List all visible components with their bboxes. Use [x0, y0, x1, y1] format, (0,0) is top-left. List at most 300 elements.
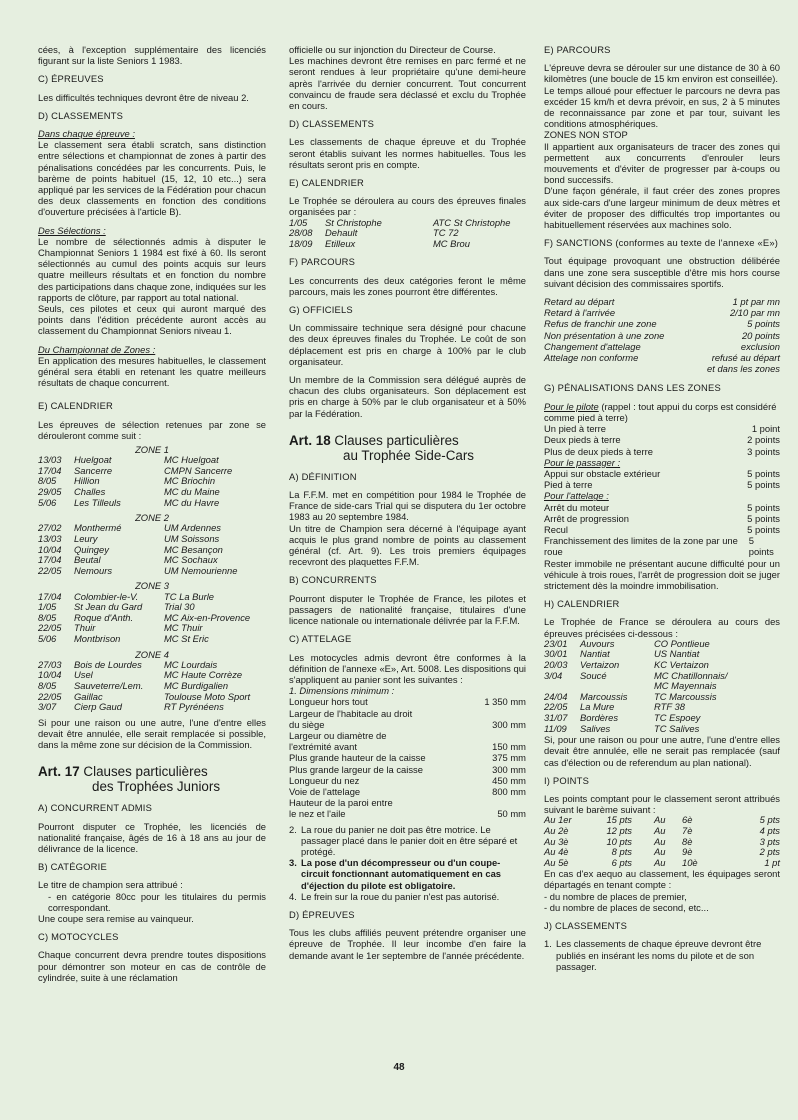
- column-2: [289, 44, 526, 968]
- table-cell: Etilleux: [325, 237, 356, 249]
- table-cell: St Christophe: [325, 216, 382, 228]
- paragraph: Seuls, ces pilotes et ceux qui auront marqué des points dans l'édition précédente auront accès au classement du Championnat Seniors niveau 1.: [38, 303, 266, 337]
- rule-text: Le frein sur la roue du panier n'est pas autorisé.: [301, 890, 500, 902]
- paragraph: Chaque concurrent devra prendre toutes dispositions pour démontrer son moteur en cas de contrôle de cylindrée, suite à une réclamation: [38, 949, 266, 983]
- paragraph: - du nombre de places de premier,: [544, 890, 687, 902]
- section-heading: G) PÉNALISATIONS DANS LES ZONES: [544, 382, 721, 394]
- list-row: [544, 330, 780, 341]
- paragraph: Les points comptant pour le classement seront attribués suivant le barème suivant :: [544, 792, 780, 816]
- section-heading: A) DÉFINITION: [289, 470, 357, 482]
- table-cell: Usel: [74, 669, 93, 681]
- table-row: [544, 639, 727, 650]
- dimension-row: [289, 786, 526, 797]
- section-heading: B) CONCURRENTS: [289, 574, 377, 586]
- dimension-value: 1 350 mm: [484, 696, 526, 708]
- row-label: Non présentation à une zone: [544, 329, 665, 341]
- rule-item: 4. Le frein sur la roue du panier n'est pas autorisé.: [289, 890, 500, 902]
- row-label: Pied à terre: [544, 479, 593, 491]
- rank-prefix: Au: [654, 835, 666, 847]
- article-number: Art. 17: [38, 764, 80, 780]
- table-cell: UM Nemourienne: [164, 564, 238, 576]
- paragraph: En cas d'ex aequo au classement, les équipages seront départagés en tenant compte :: [544, 868, 780, 891]
- penalty-list-passenger: [544, 468, 780, 490]
- table-cell: 18/09: [289, 237, 313, 249]
- section-heading: D) CLASSEMENTS: [289, 118, 375, 130]
- article-title-line2: des Trophées Juniors: [92, 779, 221, 795]
- zone-schedules: [38, 444, 266, 713]
- points-value: 2 pts: [759, 846, 780, 858]
- table-cell: 27/02: [38, 522, 62, 534]
- dimension-row: [289, 775, 526, 786]
- table-cell: 22/05: [38, 564, 62, 576]
- table-cell: MC du Maine: [164, 486, 220, 498]
- paragraph: L'épreuve devra se dérouler sur une distance de 30 à 60 kilomètres (une boucle de 15 km environ est conseillée).: [544, 62, 780, 85]
- paragraph: Pourront disputer ce Trophée, les licenciés de nationalité française, âgés de 16 à 18 ans au jour de délivrance de la licence.: [38, 820, 266, 854]
- table-row: [38, 634, 250, 645]
- penalty-list-pilot: [544, 423, 780, 457]
- table-cell: Huelgoat: [74, 454, 112, 466]
- dimension-value: 375 mm: [492, 752, 526, 764]
- rule-text: La pose d'un décompresseur ou d'un coupe-circuit fonctionnant automatiquement en cas d'éjection du pilote est obligatoire.: [301, 857, 502, 891]
- row-value: 5 points: [747, 523, 780, 535]
- rank: Au 3è: [544, 835, 569, 847]
- paragraph: Un titre de Champion sera décerné à l'équipage ayant acquis le plus grand nombre de points au classement général (cf. Art. 9). Les trois premiers équipages recevront des plaquettes F.F.M.: [289, 522, 526, 568]
- points-value: 6 pts: [611, 856, 632, 868]
- spacer: [572, 858, 598, 869]
- spacer: [632, 847, 654, 858]
- list-row: [544, 524, 780, 535]
- table-cell: Dehault: [325, 227, 358, 239]
- paragraph: Les difficultés techniques devront être de niveau 2.: [38, 91, 249, 103]
- row-label: Arrêt de progression: [544, 512, 629, 524]
- table-cell: Toulouse Moto Sport: [164, 690, 251, 702]
- list-row: [544, 479, 780, 490]
- list-row: [544, 434, 780, 445]
- table-cell: US Nantiat: [654, 648, 700, 660]
- table-cell: MC Huelgoat: [164, 454, 219, 466]
- table-cell: 20/03: [544, 658, 568, 670]
- rank-prefix: Au: [654, 846, 666, 858]
- paragraph: Le Trophée de France se déroulera au cours des épreuves précisées ci-dessous :: [544, 616, 780, 639]
- spacer: [572, 847, 598, 858]
- table-cell: CMPN Sancerre: [164, 464, 233, 476]
- table-cell: UM Ardennes: [164, 522, 221, 534]
- rule-text: Les classements de chaque épreuve devront être publiés en insérant les noms du pilote et de son passager.: [556, 938, 762, 972]
- table-cell: CO Pontlieue: [654, 637, 710, 649]
- subheading: Dans chaque épreuve :: [38, 128, 135, 140]
- list-row: [544, 318, 780, 329]
- list-row: [544, 307, 780, 318]
- table-cell: MC Aix-en-Provence: [164, 611, 251, 623]
- table-cell: 5/06: [38, 633, 57, 645]
- rank: 7è: [682, 824, 693, 836]
- dimension-row: [289, 797, 526, 808]
- dimension-row: [289, 708, 526, 719]
- dimension-row: [289, 730, 526, 741]
- article-17-heading: [38, 764, 266, 794]
- row-value: 1 point: [751, 423, 780, 435]
- table-cell: Salives: [580, 722, 611, 734]
- table-cell: Trial 30: [164, 601, 195, 613]
- table-cell: MC Lourdais: [164, 658, 218, 670]
- points-value: 12 pts: [606, 824, 632, 836]
- row-label: Refus de franchir une zone: [544, 318, 657, 330]
- table-cell: 17/04: [38, 464, 62, 476]
- table-cell: UM Soissons: [164, 533, 220, 545]
- table-cell: MC Besançon: [164, 543, 223, 555]
- table-cell: 23/01: [544, 637, 568, 649]
- section-heading: C) ÉPREUVES: [38, 73, 104, 85]
- row-value: 5 points: [747, 512, 780, 524]
- table-cell: 1/05: [38, 601, 57, 613]
- paragraph: (rappel : tout appui du corps est considéré comme pied à terre): [544, 400, 777, 423]
- points-value: 3 pts: [759, 835, 780, 847]
- paragraph: Il appartient aux organisateurs de tracer des zones qui permettent aux concurrents d'enrouler leurs mouvements et d'éviter de progresser par à-coups ou bond successifs.: [544, 140, 780, 186]
- table-cell: MC Haute Corrèze: [164, 669, 243, 681]
- paragraph: Si, pour une raison ou pour une autre, l'une d'entre elles devait être annulée, elle ne serait pas remplacée (sauf cas d'élection ou de referendum au plan national).: [544, 734, 780, 768]
- row-value: 20 points: [741, 329, 780, 341]
- dimension-label: le nez et l'aile: [289, 808, 346, 820]
- zone-title: ZONE 1: [135, 444, 169, 456]
- row-value: 2/10 par mn: [729, 307, 780, 319]
- dimension-value: 300 mm: [492, 763, 526, 775]
- table-cell: 8/05: [38, 475, 57, 487]
- article-title: Clauses particulières: [334, 432, 459, 448]
- table-cell: Leury: [74, 533, 98, 545]
- rank: Au 1er: [544, 814, 572, 826]
- row-label: Changement d'attelage: [544, 340, 641, 352]
- table-cell: Bois de Lourdes: [74, 658, 142, 670]
- table-cell: MC Chatillonnais/: [654, 669, 728, 681]
- calendar-table: [289, 218, 510, 250]
- section-heading: J) CLASSEMENTS: [544, 920, 628, 932]
- paragraph: Un membre de la Commission sera délégué auprès de chacun des clubs organisateurs. Son déplacement est pris en charge à 50% par le club organisateur et à 50% par la Fédération.: [289, 374, 526, 419]
- paragraph: Le classement sera établi scratch, sans distinction entre sélections et championnat de zones à partir des pénalisations concédées par les concurrents. Puis, le barème de points habituel (15, 12, 10 etc...) sera appliqué par les services de la Fédération pour chacun des deux classements en fonction des conditions d'ouverture précisées à l'article B).: [38, 139, 266, 218]
- table-cell: Sauveterre/Lem.: [74, 680, 144, 691]
- section-heading: C) MOTOCYCLES: [38, 931, 119, 943]
- list-row: [544, 535, 780, 557]
- row-value: 5 points: [747, 479, 780, 491]
- table-cell: 10/04: [38, 543, 62, 555]
- table-row: [544, 660, 727, 671]
- table-cell: Quingey: [74, 543, 109, 555]
- section-heading: B) CATÉGORIE: [38, 861, 107, 873]
- points-value: 8 pts: [611, 846, 632, 858]
- rank-prefix: Au: [654, 856, 666, 868]
- section-heading: E) CALENDRIER: [289, 177, 365, 189]
- table-cell: 13/03: [38, 454, 62, 466]
- table-cell: Gaillac: [74, 690, 103, 702]
- table-cell: 22/05: [544, 701, 568, 713]
- paragraph: Tout équipage provoquant une obstruction délibérée dans une zone sera susceptible d'être mis hors course suivant décision des commissaires sportifs.: [544, 255, 780, 289]
- pilot-line: [544, 401, 780, 423]
- section-heading: C) ATTELAGE: [289, 633, 352, 645]
- table-cell: Challes: [74, 486, 106, 498]
- dimension-value: 450 mm: [492, 774, 526, 786]
- dimension-value: 300 mm: [492, 718, 526, 730]
- paragraph: Les machines devront être remises en parc fermé et ne seront rendues à leur propriétaire qu'une demi-heure après l'arrivée du dernier concurrent. Tout concurrent convaincu de fraude sera déclassé et exclu du Trophée en cours.: [289, 55, 526, 112]
- calendar-table: [544, 639, 727, 734]
- paragraph: Les classements de chaque épreuve et du Trophée seront établis suivant les normes habituelles. Tous les résultats seront pris en compte.: [289, 136, 526, 170]
- list-row: [544, 352, 780, 363]
- row-value: 5 points: [747, 318, 780, 330]
- row-label: Retard au départ: [544, 296, 615, 308]
- article-title-line2: au Trophée Side-Cars: [343, 447, 475, 463]
- zone-title: ZONE 2: [135, 512, 169, 524]
- table-cell: MC Briochin: [164, 475, 216, 487]
- table-cell: 8/05: [38, 611, 57, 623]
- table-cell: RTF 38: [654, 701, 685, 713]
- table-cell: Cierp Gaud: [74, 701, 122, 713]
- table-row: [38, 681, 250, 692]
- table-cell: Montbrison: [74, 633, 121, 645]
- subheading: ZONES NON STOP: [544, 129, 628, 141]
- row-value: 5 points: [747, 501, 780, 513]
- rule-item: 2. La roue du panier ne doit pas être motrice. Le passager placé dans le panier doit en être séparé et protégé.: [289, 824, 526, 858]
- table-cell: 5/06: [38, 496, 57, 508]
- points-table: [544, 815, 780, 868]
- row-value: 1 pt par mn: [732, 296, 780, 308]
- spacer: [632, 837, 654, 848]
- table-cell: MC Thuir: [164, 622, 203, 634]
- zone-table: [38, 523, 237, 576]
- table-cell: La Mure: [580, 701, 615, 713]
- table-cell: TC Salives: [654, 722, 700, 734]
- table-row: [544, 724, 727, 735]
- paragraph: Les épreuves de sélection retenues par zone se dérouleront comme suit :: [38, 418, 266, 441]
- table-cell: 11/09: [544, 722, 567, 734]
- section-heading: E) PARCOURS: [544, 44, 611, 55]
- table-row: [38, 623, 250, 634]
- article-number: Art. 18: [289, 432, 331, 448]
- table-cell: Monthermé: [74, 522, 122, 534]
- dimension-label: Plus grande largeur de la caisse: [289, 763, 423, 775]
- row-label: Appui sur obstacle extérieur: [544, 467, 661, 479]
- row-label: Attelage non conforme: [544, 352, 639, 364]
- table-row: [38, 613, 250, 624]
- sanctions-list: [544, 296, 780, 374]
- article-title: Clauses particulières: [83, 764, 208, 780]
- dimension-row: [289, 719, 526, 730]
- zone-title: ZONE 4: [135, 648, 169, 660]
- dimension-value: 150 mm: [492, 741, 526, 753]
- paragraph: Si pour une raison ou une autre, l'une d'entre elles devait être annulée, elle serait remplacée si possible, dans la même zone sur décision de la Commission.: [38, 716, 266, 751]
- points-row: [544, 826, 780, 837]
- section-heading: H) CALENDRIER: [544, 598, 620, 610]
- subheading: Des Sélections :: [38, 224, 106, 236]
- table-row: [38, 592, 250, 603]
- dimension-label: Longueur du nez: [289, 774, 360, 786]
- table-cell: 29/05: [38, 486, 62, 498]
- table-cell: 31/07: [544, 711, 568, 723]
- paragraph: Rester immobile ne présentant aucune difficulté pour un véhicule à trois roues, l'arrêt de progression doit se juger strictement dès la moindre immobilisation.: [544, 557, 780, 591]
- paragraph: Le nombre de sélectionnés admis à disputer le Championnat Seniors 1 1984 est fixé à 60. Ils seront sélectionnés au cumul des points acquis sur leurs quatre meilleurs résultats et en fonction du nombre des participations dans chaque zone, indiquées sur les rapports de clôture, par rapport au total national.: [38, 235, 266, 303]
- table-cell: Thuir: [74, 622, 96, 634]
- section-heading: D) CLASSEMENTS: [38, 109, 124, 121]
- row-label: Arrêt du moteur: [544, 501, 610, 513]
- dimension-label: Hauteur de la paroi entre: [289, 797, 393, 809]
- spacer: [572, 815, 598, 826]
- table-cell: 13/03: [38, 533, 62, 545]
- table-cell: 24/04: [544, 690, 568, 702]
- table-cell: MC Burdigalien: [164, 680, 229, 691]
- paragraph: officielle ou sur injonction du Directeur de Course.: [289, 44, 496, 55]
- list-row: [544, 468, 780, 479]
- paragraph: Un commissaire technique sera désigné pour chacune des deux épreuves finales du Trophée. Le coût de son déplacement est pris en charge à 100% par le club organisateur.: [289, 322, 526, 367]
- table-cell: 28/08: [289, 227, 313, 239]
- table-cell: Bordères: [580, 711, 619, 723]
- table-cell: Soucé: [580, 669, 607, 681]
- table-cell: MC Brou: [433, 237, 470, 249]
- dimension-label: Longueur hors tout: [289, 696, 368, 708]
- list-row: [544, 341, 780, 352]
- subheading: Pour l'attelage :: [544, 490, 609, 502]
- row-label: Plus de deux pieds à terre: [544, 445, 653, 457]
- rank: Au 2è: [544, 824, 569, 836]
- table-cell: Nemours: [74, 564, 113, 576]
- dimensions-list: [289, 696, 526, 819]
- table-row: [544, 713, 727, 724]
- dimension-label: du siège: [289, 718, 325, 730]
- table-cell: MC du Havre: [164, 496, 220, 508]
- table-cell: RT Pyrénéens: [164, 701, 224, 713]
- zone-table: [38, 455, 232, 508]
- list-row: [544, 513, 780, 524]
- table-cell: MC St Eric: [164, 633, 209, 645]
- paragraph: La F.F.M. met en compétition pour 1984 le Trophée de France de side-cars Trial qui se disputera du 1er octobre 1983 au 20 septembre 1984.: [289, 489, 526, 523]
- row-label: Retard à l'arrivée: [544, 307, 616, 319]
- rule-item: 1. Les classements de chaque épreuve devront être publiés en insérant les noms du pilote et de son passager.: [544, 938, 780, 972]
- paragraph: Tous les clubs affiliés peuvent prétendre organiser une épreuve de Trophée. Il leur incombe d'en faire la demande avant le 1er septembre de l'année précédente.: [289, 927, 526, 961]
- row-label: Recul: [544, 523, 568, 535]
- paragraph: Une coupe sera remise au vainqueur.: [38, 913, 194, 925]
- table-cell: Auvours: [580, 637, 615, 649]
- subheading: Pour le passager :: [544, 456, 621, 468]
- dimension-row: [289, 808, 526, 819]
- points-row: [544, 858, 780, 869]
- rank: 9è: [682, 846, 693, 858]
- penalty-list-attelage: [544, 502, 780, 558]
- table-row: [38, 702, 250, 713]
- spacer: [572, 837, 598, 848]
- paragraph: - du nombre de places de second, etc...: [544, 901, 709, 913]
- section-heading: G) OFFICIELS: [289, 304, 353, 316]
- table-cell: Sancerre: [74, 464, 113, 476]
- dimension-row: [289, 741, 526, 752]
- table-cell: TC 72: [433, 227, 459, 239]
- rank: Au 4è: [544, 846, 569, 858]
- table-cell: 22/05: [38, 622, 62, 634]
- section-heading: D) ÉPREUVES: [289, 908, 355, 920]
- row-value: 2 points: [747, 434, 780, 446]
- table-row: [289, 239, 510, 250]
- table-row: [38, 498, 232, 509]
- list-row: [544, 423, 780, 434]
- table-cell: 3/07: [38, 701, 57, 713]
- paragraph: cées, à l'exception supplémentaire des licenciés figurant sur la liste Seniors 1 1983.: [38, 44, 266, 67]
- dimension-row: [289, 764, 526, 775]
- table-cell: Roque d'Anth.: [74, 611, 134, 623]
- rule-text: La roue du panier ne doit pas être motrice. Le passager placé dans le panier doit en être séparé et protégé.: [301, 823, 518, 857]
- list-row: [544, 363, 780, 374]
- paragraph: Le temps alloué pour effectuer le parcours ne devra pas excéder 15 km/h et devra prévoir, en sus, 2 à 5 minutes de reconnaissance par zone et par tour, suivant les conditions atmosphériques.: [544, 84, 780, 130]
- paragraph: Les motocycles admis devront être conformes à la définition de l'annexe «E», Art. 5008. Les dispositions qui s'appliquent au panier sont les suivantes :: [289, 651, 526, 685]
- dimensions-title: 1. Dimensions minimum :: [289, 685, 395, 697]
- points-value: 1 pt: [764, 856, 780, 868]
- zone-title: ZONE 3: [135, 580, 169, 592]
- rank: 6è: [682, 814, 693, 826]
- table-cell: Colombier-le-V.: [74, 590, 139, 602]
- section-heading: F) SANCTIONS (conformes au texte de l'annexe «E»): [544, 237, 779, 249]
- spacer: [632, 826, 654, 837]
- table-cell: 30/01: [544, 648, 568, 660]
- paragraph: Les concurrents des deux catégories feront le même parcours, mais les zones pourront être différentes.: [289, 274, 526, 297]
- paragraph: - en catégorie 80cc pour les titulaires du permis correspondant.: [48, 890, 266, 913]
- paragraph: Pourront disputer le Trophée de France, les pilotes et passagers de nationalité française, titulaires d'une licence nationale ou internationale délivrée par la F.F.M.: [289, 592, 526, 627]
- row-value: et dans les zones: [707, 363, 780, 375]
- article-18-heading: [289, 433, 526, 463]
- row-label: Un pied à terre: [544, 423, 607, 435]
- table-row: [544, 692, 727, 703]
- row-value: exclusion: [740, 340, 780, 352]
- table-cell: 1/05: [289, 216, 308, 228]
- table-cell: Nantiat: [580, 648, 610, 660]
- section-heading: F) PARCOURS: [289, 256, 356, 268]
- paragraph: Le Trophée se déroulera au cours des épreuves finales organisées par :: [289, 195, 526, 218]
- points-value: 10 pts: [606, 835, 632, 847]
- row-value: 5 points: [748, 535, 774, 558]
- rank: 8è: [682, 835, 693, 847]
- row-label: Franchissement des limites de la zone par une roue: [544, 535, 738, 558]
- table-row: [38, 566, 237, 577]
- table-cell: Hillion: [74, 475, 100, 487]
- zone-table: [38, 660, 250, 713]
- table-cell: TC La Burle: [164, 590, 215, 602]
- dimension-label: Largeur ou diamètre de: [289, 729, 387, 741]
- section-heading: I) POINTS: [544, 774, 590, 786]
- dimension-label: Plus grande hauteur de la caisse: [289, 752, 426, 764]
- dimension-label: Voie de l'attelage: [289, 785, 361, 797]
- rank: 10è: [682, 856, 698, 868]
- page-number: 48: [393, 1062, 405, 1073]
- spacer: [632, 815, 654, 826]
- table-cell: 27/03: [38, 658, 62, 670]
- rule-item: 3. La pose d'un décompresseur ou d'un coupe-circuit fonctionnant automatiquement en cas d'éjection du pilote est obligatoire.: [289, 857, 526, 891]
- rank-prefix: Au: [654, 824, 666, 836]
- table-cell: MC Sochaux: [164, 554, 218, 566]
- dimension-row: [289, 752, 526, 763]
- row-value: 3 points: [747, 445, 780, 457]
- paragraph: En application des mesures habituelles, le classement général sera établi en retenant les quatre meilleurs résultats de chaque concurrent.: [38, 354, 266, 389]
- column-3: [544, 44, 780, 972]
- row-value: 5 points: [747, 467, 780, 479]
- table-cell: 17/04: [38, 554, 62, 566]
- table-cell: MC Mayennais: [654, 680, 717, 692]
- dimension-label: l'extrémité avant: [289, 741, 357, 753]
- row-value: refusé au départ: [711, 352, 780, 364]
- table-row: [289, 228, 510, 239]
- table-cell: ATC St Christophe: [433, 216, 511, 228]
- table-cell: Beutal: [74, 554, 101, 566]
- list-row: [544, 502, 780, 513]
- points-value: 4 pts: [759, 824, 780, 836]
- points-value: 15 pts: [606, 814, 632, 826]
- table-cell: Vertaizon: [580, 658, 620, 670]
- table-cell: 22/05: [38, 690, 62, 702]
- list-row: [544, 446, 780, 457]
- section-heading: E) CALENDRIER: [38, 400, 114, 412]
- table-cell: Marcoussis: [580, 690, 628, 702]
